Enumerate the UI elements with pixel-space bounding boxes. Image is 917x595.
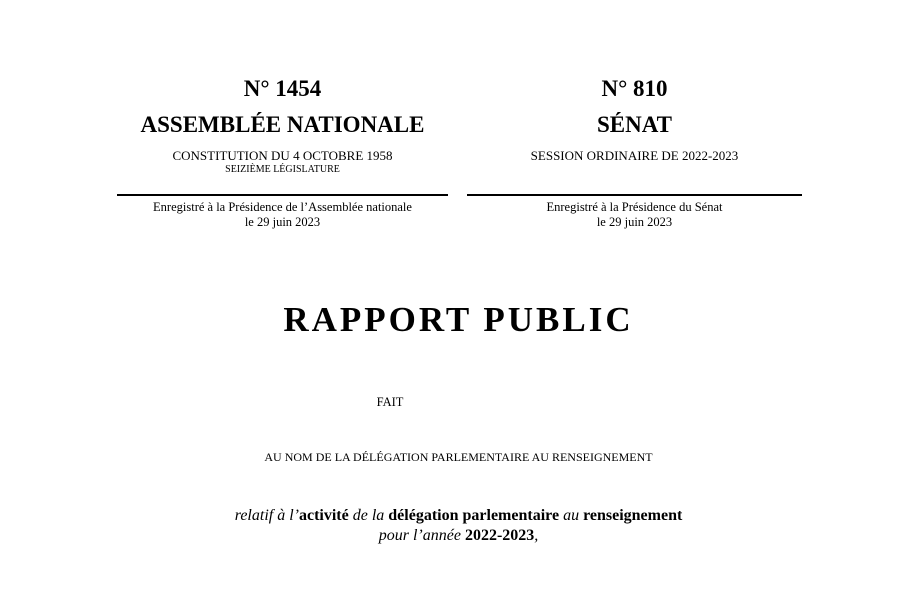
senat-session: SESSION ORDINAIRE DE 2022-2023: [530, 148, 739, 163]
subject-line-1: [0, 506, 917, 525]
assemblee-number: N° 1454: [243, 76, 322, 101]
subject-word: activité: [298, 507, 349, 524]
subject-word: ,: [534, 527, 539, 544]
delegation-line: AU NOM DE LA DÉLÉGATION PARLEMENTAIRE AU RENSEIGNEMENT: [264, 450, 653, 464]
assemblee-chamber-name: ASSEMBLÉE NATIONALE: [140, 112, 425, 137]
subject-word: délégation parlementaire: [388, 507, 560, 524]
subject-word: pour l’année: [378, 527, 465, 544]
senat-number: N° 810: [601, 76, 668, 101]
senat-date: le 29 juin 2023: [596, 215, 673, 229]
subject-word: de la: [348, 507, 389, 524]
subject-word: renseignement: [583, 507, 683, 524]
report-title: RAPPORT PUBLIC: [283, 300, 634, 339]
assemblee-registered: Enregistré à la Présidence de l’Assemblée nationale: [153, 200, 412, 214]
senat-divider: [467, 194, 802, 196]
senat-registered: Enregistré à la Présidence du Sénat: [546, 200, 723, 214]
subject-line-2: [0, 526, 917, 545]
fait-label: FAIT: [376, 395, 404, 409]
subject-year: 2022-2023: [464, 527, 535, 544]
senat-chamber-name: SÉNAT: [597, 112, 672, 137]
assemblee-legislature: SEIZIÈME LÉGISLATURE: [225, 164, 340, 175]
assemblee-divider: [117, 194, 448, 196]
assemblee-date: le 29 juin 2023: [244, 215, 321, 229]
subject-word: au: [559, 507, 584, 524]
assemblee-constitution: CONSTITUTION DU 4 OCTOBRE 1958: [172, 148, 393, 163]
subject-word: relatif à l’: [234, 507, 299, 524]
